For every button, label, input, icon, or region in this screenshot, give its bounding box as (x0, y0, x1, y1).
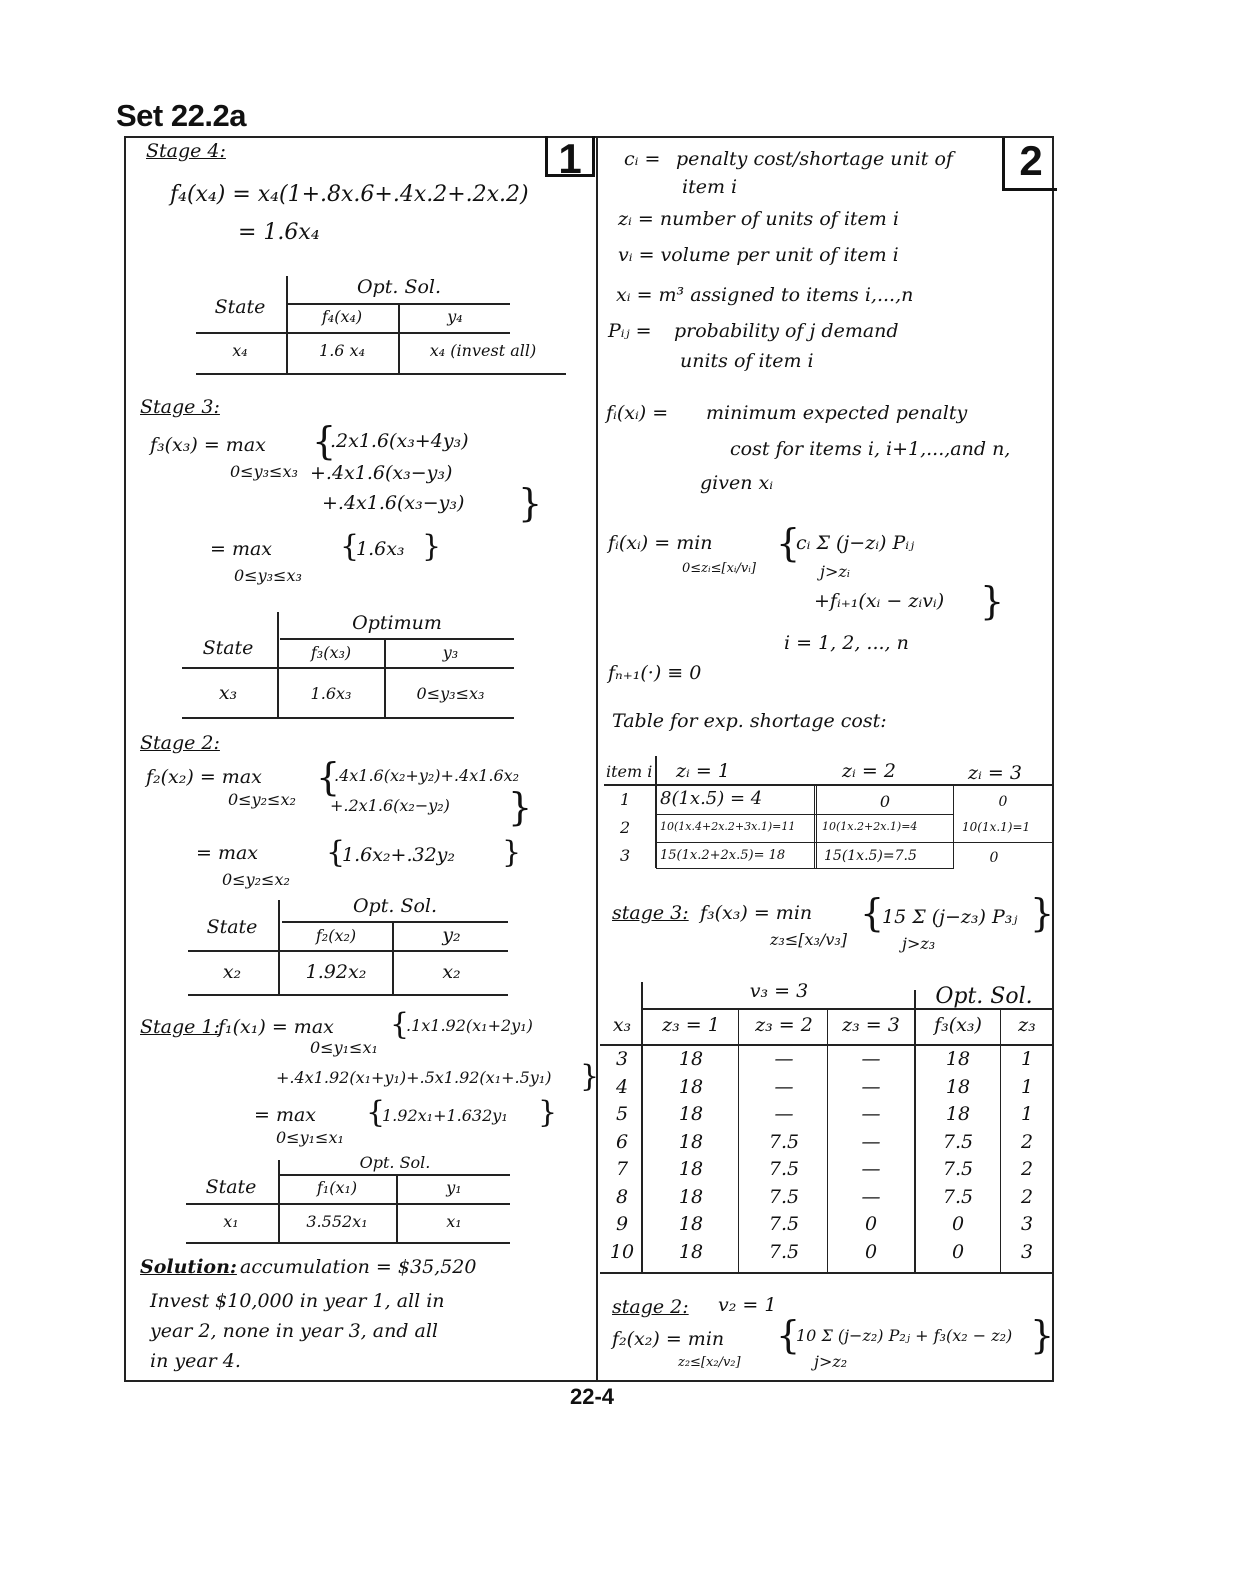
recursion-sub: 0≤zᵢ≤[xᵢ/vᵢ] (682, 561, 756, 576)
cost-table-item: 1 (620, 790, 631, 809)
brace-close: } (538, 1095, 558, 1130)
enum-table-cell: 0 (951, 1241, 965, 1263)
right-stage2-eq-sub: z₂≤[x₂/v₂] (678, 1355, 741, 1370)
cost-table-header: zᵢ = 1 (676, 760, 730, 782)
table-col-header: y₄ (447, 307, 463, 326)
stage1-eq1-sub: 0≤y₁≤x₁ (310, 1038, 378, 1057)
enum-table-cell: 7.5 (942, 1131, 974, 1153)
enum-table-cell: — (861, 1103, 881, 1125)
stage1-eq1-term1: .1x1.92(x₁+2y₁) (406, 1016, 533, 1035)
cost-table-cell: 10(1x.2+2x.1)=4 (822, 820, 918, 833)
def-f-rhs: cost for items i, i+1,...,and n, (730, 438, 1011, 460)
table-cell: x₃ (218, 682, 238, 704)
stage4-equation-1: f₄(x₄) = x₄(1+.8x.6+.4x.2+.2x.2) (170, 182, 529, 207)
cost-table-header: zᵢ = 2 (842, 760, 896, 782)
table-state-header: State (202, 637, 254, 659)
def-f-lhs: fᵢ(xᵢ) = (606, 402, 669, 424)
solution-line: Invest $10,000 in year 1, all in (150, 1290, 445, 1312)
enum-table-cell: 7.5 (768, 1213, 800, 1235)
def-c-rhs: penalty cost/shortage unit of (676, 148, 953, 170)
panel-number-badge-1: 1 (545, 136, 595, 177)
brace-close: } (508, 785, 533, 829)
brace-close: } (502, 835, 522, 870)
brace-open: { (776, 521, 801, 565)
right-stage2-eq-body: 10 Σ (j−z₂) P₂ⱼ + f₃(x₂ − z₂) (796, 1326, 1013, 1345)
table-group-header: v₃ = 3 (749, 980, 809, 1002)
cost-table-item: 2 (620, 818, 631, 837)
enum-table-cell: 1 (1020, 1103, 1034, 1125)
enum-table-header: x₃ (612, 1014, 632, 1036)
brace-open: { (326, 835, 346, 870)
table-group-header: Opt. Sol. (935, 984, 1033, 1009)
stage2-eq1-lhs: f₂(x₂) = max (146, 766, 262, 788)
right-stage3-eq-body-sub: j>z₃ (902, 934, 936, 953)
cost-table-cell: 8(1x.5) = 4 (660, 788, 763, 809)
recursion-range: i = 1, 2, ..., n (784, 632, 909, 654)
enum-table-cell: 1 (1020, 1048, 1034, 1070)
enum-table-cell: 7.5 (942, 1158, 974, 1180)
brace-close: } (580, 1059, 600, 1094)
right-stage3-eq-body: 15 Σ (j−z₃) P₃ⱼ (882, 906, 1018, 928)
stage1-eq2-lhs: = max (254, 1104, 317, 1126)
enum-table-header: z₃ = 2 (755, 1014, 813, 1036)
enum-table-cell: 10 (609, 1241, 635, 1263)
cost-table-cell: 0 (879, 792, 891, 811)
enum-table-cell: 3 (615, 1048, 629, 1070)
table-state-header: State (206, 916, 258, 938)
enum-table-cell: 4 (615, 1076, 629, 1098)
cost-table-cell: 15(1x.5)=7.5 (824, 848, 917, 864)
table-state-header: State (214, 296, 266, 318)
stage2-eq2-lhs: = max (196, 842, 259, 864)
enum-table-cell: 18 (678, 1048, 704, 1070)
enum-table-cell: 1 (1020, 1076, 1034, 1098)
enum-table-cell: 7.5 (768, 1186, 800, 1208)
table-col-header: y₂ (442, 924, 461, 946)
table-cell: 0≤y₃≤x₃ (416, 684, 485, 703)
stage1-eq1-term2: +.4x1.92(x₁+y₁)+.5x1.92(x₁+.5y₁) (276, 1068, 552, 1087)
stage3-eq1-term3: +.4x1.6(x₃−y₃) (322, 492, 465, 514)
enum-table-cell: 5 (615, 1103, 629, 1125)
brace-close: } (1030, 891, 1055, 935)
stage3-eq2-sub: 0≤y₃≤x₃ (234, 566, 302, 585)
page-title: Set 22.2a (116, 98, 246, 133)
brace-close: } (980, 579, 1005, 623)
brace-open: { (312, 419, 337, 463)
table-col-header: f₄(x₄) (321, 307, 363, 326)
column-divider (596, 136, 598, 1382)
enum-table-cell: 18 (678, 1241, 704, 1263)
enum-table-cell: 3 (1020, 1241, 1034, 1263)
enum-table-cell: — (861, 1076, 881, 1098)
stage2-eq2-sub: 0≤y₂≤x₂ (222, 870, 290, 889)
right-stage3-eq-sub: z₃≤[x₃/v₃] (770, 930, 848, 949)
def-c-rhs: item i (682, 176, 738, 198)
brace-open: { (776, 1313, 801, 1357)
table-col-header: f₁(x₁) (316, 1178, 358, 1197)
cost-table-header: zᵢ = 3 (968, 762, 1022, 784)
recursion-lhs: fᵢ(xᵢ) = min (608, 532, 713, 554)
enum-table-header: z₃ (1018, 1014, 1036, 1036)
brace-close: } (422, 529, 442, 564)
def-v: vᵢ = volume per unit of item i (618, 244, 899, 266)
recursion-term2: +fᵢ₊₁(xᵢ − zᵢvᵢ) (814, 590, 945, 612)
cost-table-cell: 0 (998, 794, 1008, 810)
stage1-eq2-sub: 0≤y₁≤x₁ (276, 1128, 344, 1147)
stage3-eq1-term1: .2x1.6(x₃+4y₃) (330, 430, 469, 452)
brace-open: { (390, 1007, 410, 1042)
enum-table-cell: 2 (1020, 1186, 1034, 1208)
enum-table-cell: 18 (945, 1076, 971, 1098)
table-cell: x₁ (223, 1212, 239, 1231)
enum-table-cell: 18 (678, 1076, 704, 1098)
def-f-rhs: minimum expected penalty (706, 402, 968, 424)
right-stage2-heading: stage 2: (612, 1296, 689, 1318)
def-x: xᵢ = m³ assigned to items i,...,n (616, 284, 914, 306)
recursion-boundary: fₙ₊₁(·) ≡ 0 (608, 662, 702, 684)
enum-table-cell: — (774, 1048, 794, 1070)
table-cell: 1.6x₃ (310, 684, 352, 703)
table-col-header: f₃(x₃) (310, 643, 352, 662)
cost-table-cell: 10(1x.1)=1 (962, 820, 1031, 834)
table-cell: x₄ (232, 341, 248, 360)
table-cell: x₂ (222, 961, 242, 983)
cost-table-cell: 0 (989, 850, 999, 866)
enum-table-cell: 6 (615, 1131, 629, 1153)
enum-table-header: z₃ = 1 (662, 1014, 720, 1036)
panel-number-badge-2: 2 (1002, 138, 1057, 191)
brace-open: { (860, 891, 885, 935)
solution-line: in year 4. (150, 1350, 241, 1372)
enum-table-cell: 2 (1020, 1131, 1034, 1153)
enum-table-cell: 7 (615, 1158, 629, 1180)
def-p-rhs: units of item i (680, 350, 814, 372)
stage2-heading: Stage 2: (140, 732, 220, 754)
brace-open: { (316, 755, 341, 799)
brace-close: } (518, 481, 543, 525)
page-number: 22-4 (570, 1384, 615, 1409)
enum-table-header: f₃(x₃) (934, 1014, 982, 1036)
enum-table-cell: 8 (615, 1186, 629, 1208)
enum-table-cell: 0 (864, 1213, 878, 1235)
enum-table-cell: 9 (615, 1213, 629, 1235)
stage2-eq1-term2: +.2x1.6(x₂−y₂) (330, 796, 450, 815)
brace-close: } (1030, 1313, 1055, 1357)
enum-table-cell: 18 (945, 1048, 971, 1070)
def-p-rhs: probability of j demand (674, 320, 899, 342)
table-cell: 1.92x₂ (305, 961, 367, 983)
table-group-header: Opt. Sol. (359, 1153, 431, 1172)
table-cell: 1.6 x₄ (319, 341, 365, 360)
enum-table-cell: — (774, 1076, 794, 1098)
stage4-equation-2: = 1.6x₄ (238, 220, 320, 245)
stage1-heading: Stage 1: (140, 1016, 220, 1038)
table-state-header: State (205, 1176, 257, 1198)
right-stage3-eq-lhs: f₃(x₃) = min (700, 902, 813, 924)
enum-table-cell: 18 (678, 1186, 704, 1208)
enum-table-cell: — (861, 1186, 881, 1208)
stage3-eq1-sub: 0≤y₃≤x₃ (230, 462, 298, 481)
stage2-eq1-term1: .4x1.6(x₂+y₂)+.4x1.6x₂ (334, 766, 520, 785)
enum-table-cell: 7.5 (768, 1131, 800, 1153)
enum-table-cell: — (774, 1103, 794, 1125)
enum-table-cell: 0 (951, 1213, 965, 1235)
def-c-lhs: cᵢ = (624, 148, 661, 170)
enum-table-cell: — (861, 1131, 881, 1153)
stage4-heading: Stage 4: (146, 140, 226, 162)
stage3-eq2-lhs: = max (210, 538, 273, 560)
stage3-heading: Stage 3: (140, 396, 220, 418)
table-col-header: y₁ (446, 1178, 462, 1197)
table-col-header: y₃ (442, 643, 459, 662)
solution-label: Solution: (140, 1256, 237, 1278)
stage3-eq1-lhs: f₃(x₃) = max (150, 434, 266, 456)
table-col-header: f₂(x₂) (315, 926, 357, 945)
recursion-term1: cᵢ Σ (j−zᵢ) Pᵢⱼ (796, 532, 915, 554)
def-z: zᵢ = number of units of item i (618, 208, 899, 230)
table-group-header: Optimum (352, 612, 442, 634)
cost-table-item: 3 (620, 846, 631, 865)
cost-table-cell: 10(1x.4+2x.2+3x.1)=11 (660, 820, 796, 833)
cost-table-caption: Table for exp. shortage cost: (612, 710, 887, 732)
stage3-eq2-body: 1.6x₃ (356, 538, 405, 560)
enum-table-cell: 18 (945, 1103, 971, 1125)
enum-table-cell: 18 (678, 1131, 704, 1153)
enum-table-cell: 7.5 (942, 1186, 974, 1208)
enum-table-cell: 18 (678, 1103, 704, 1125)
brace-open: { (340, 529, 360, 564)
enum-table-cell: — (861, 1048, 881, 1070)
enum-table-cell: 7.5 (768, 1241, 800, 1263)
cost-table-header: item i (606, 762, 653, 781)
stage2-eq1-sub: 0≤y₂≤x₂ (228, 790, 296, 809)
enum-table-cell: 7.5 (768, 1158, 800, 1180)
stage3-eq1-term2: +.4x1.6(x₃−y₃) (310, 462, 453, 484)
enum-table-cell: 2 (1020, 1158, 1034, 1180)
enum-table-cell: 0 (864, 1241, 878, 1263)
cost-table-cell: 15(1x.2+2x.5)= 18 (660, 848, 786, 863)
solution-line: accumulation = $35,520 (240, 1256, 477, 1278)
enum-table-header: z₃ = 3 (842, 1014, 900, 1036)
table-cell: x₂ (442, 961, 461, 983)
stage1-eq2-body: 1.92x₁+1.632y₁ (382, 1106, 508, 1125)
enum-table-cell: — (861, 1158, 881, 1180)
enum-table-cell: 3 (1020, 1213, 1034, 1235)
table-cell: x₁ (446, 1212, 462, 1231)
stage2-eq2-body: 1.6x₂+.32y₂ (342, 844, 456, 866)
table-group-header: Opt. Sol. (356, 276, 442, 298)
stage1-eq1-lhs: f₁(x₁) = max (218, 1016, 334, 1038)
recursion-term1-sub: j>zᵢ (820, 562, 851, 581)
enum-table-cell: 18 (678, 1158, 704, 1180)
right-stage2-eq-body-sub: j>z₂ (814, 1352, 848, 1371)
def-f-rhs: given xᵢ (700, 472, 774, 494)
table-group-header: Opt. Sol. (352, 895, 438, 917)
table-cell: 3.552x₁ (306, 1212, 368, 1231)
right-stage2-eq-lhs: f₂(x₂) = min (612, 1328, 725, 1350)
right-stage2-v-label: v₂ = 1 (718, 1294, 777, 1316)
enum-table-cell: 18 (678, 1213, 704, 1235)
def-p-lhs: Pᵢⱼ = (608, 320, 652, 342)
solution-line: year 2, none in year 3, and all (150, 1320, 438, 1342)
brace-open: { (366, 1095, 386, 1130)
table-cell: x₄ (invest all) (429, 341, 537, 360)
right-stage3-heading: stage 3: (612, 902, 689, 924)
